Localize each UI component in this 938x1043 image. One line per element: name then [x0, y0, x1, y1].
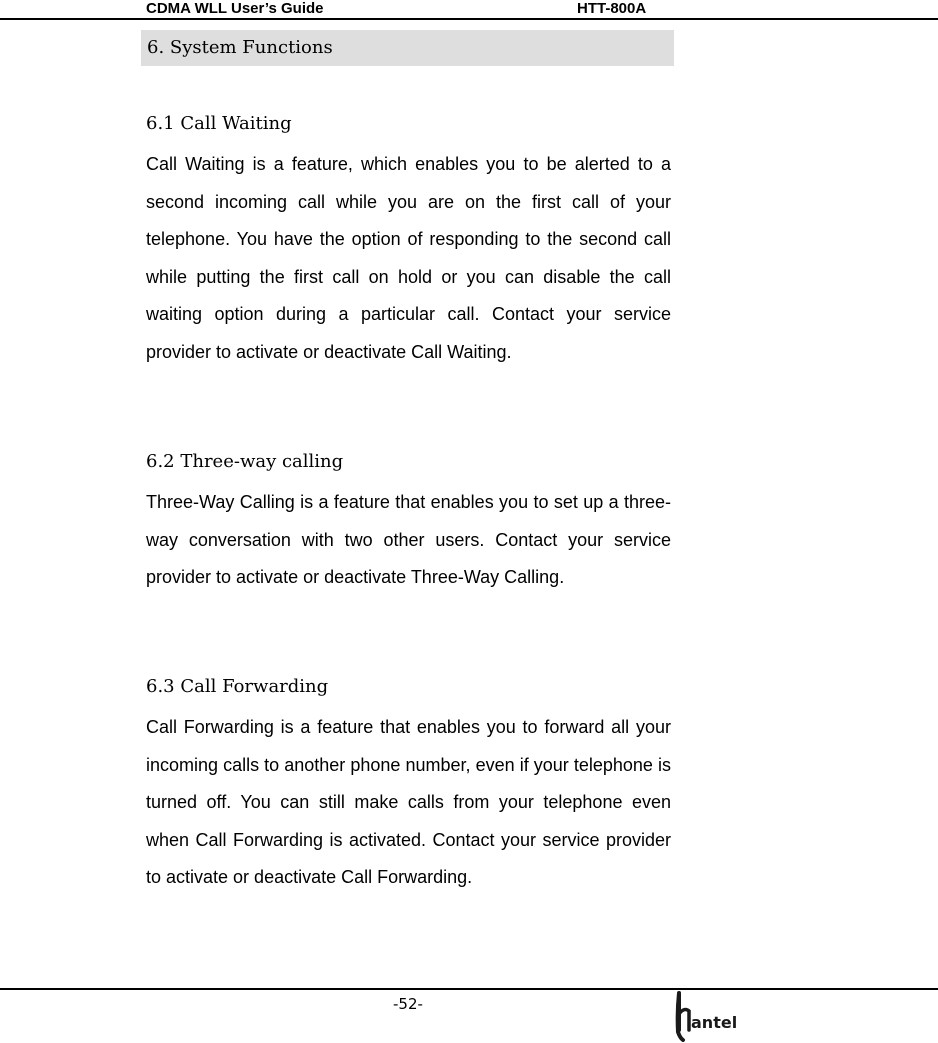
section-title: 6.2 Three-way calling [146, 451, 344, 472]
section-body: Call Waiting is a feature, which enables you to be alerted to a second incoming call while you are on the first call of your telephone. You have the option of responding to the second call while putting the first call on hold or you can disable the call waiting option during a particular call. Contact your service provider to activate or deactivate Call Waiting. [146, 154, 671, 362]
chapter-title: 6. System Functions [147, 37, 333, 58]
section-title: 6.1 Call Waiting [146, 113, 292, 134]
section-call-forwarding [146, 675, 671, 897]
footer-divider [0, 988, 938, 990]
chapter-heading-bar [141, 30, 674, 66]
section-body: Three-Way Calling is a feature that enables you to set up a three-way conversation with two other users. Contact your service provider to activate or deactivate Three-Way Calling. [146, 492, 671, 587]
header-divider [0, 18, 938, 20]
document-title: CDMA WLL User’s Guide [146, 0, 324, 17]
page-number: -52- [393, 995, 423, 1013]
section-title: 6.3 Call Forwarding [146, 676, 329, 697]
hantel-logo [672, 990, 744, 1042]
section-body: Call Forwarding is a feature that enables you to forward all your incoming calls to another phone number, even if your telephone is turned off. You can still make calls from your telephone even when Call Forwarding is activated. Contact your service provider to activate or deactivate Call Forwarding. [146, 717, 671, 887]
section-three-way-calling [146, 450, 671, 597]
logo-wordmark: antel [691, 1013, 738, 1032]
section-call-waiting [146, 112, 671, 371]
model-number: HTT-800A [577, 0, 647, 17]
